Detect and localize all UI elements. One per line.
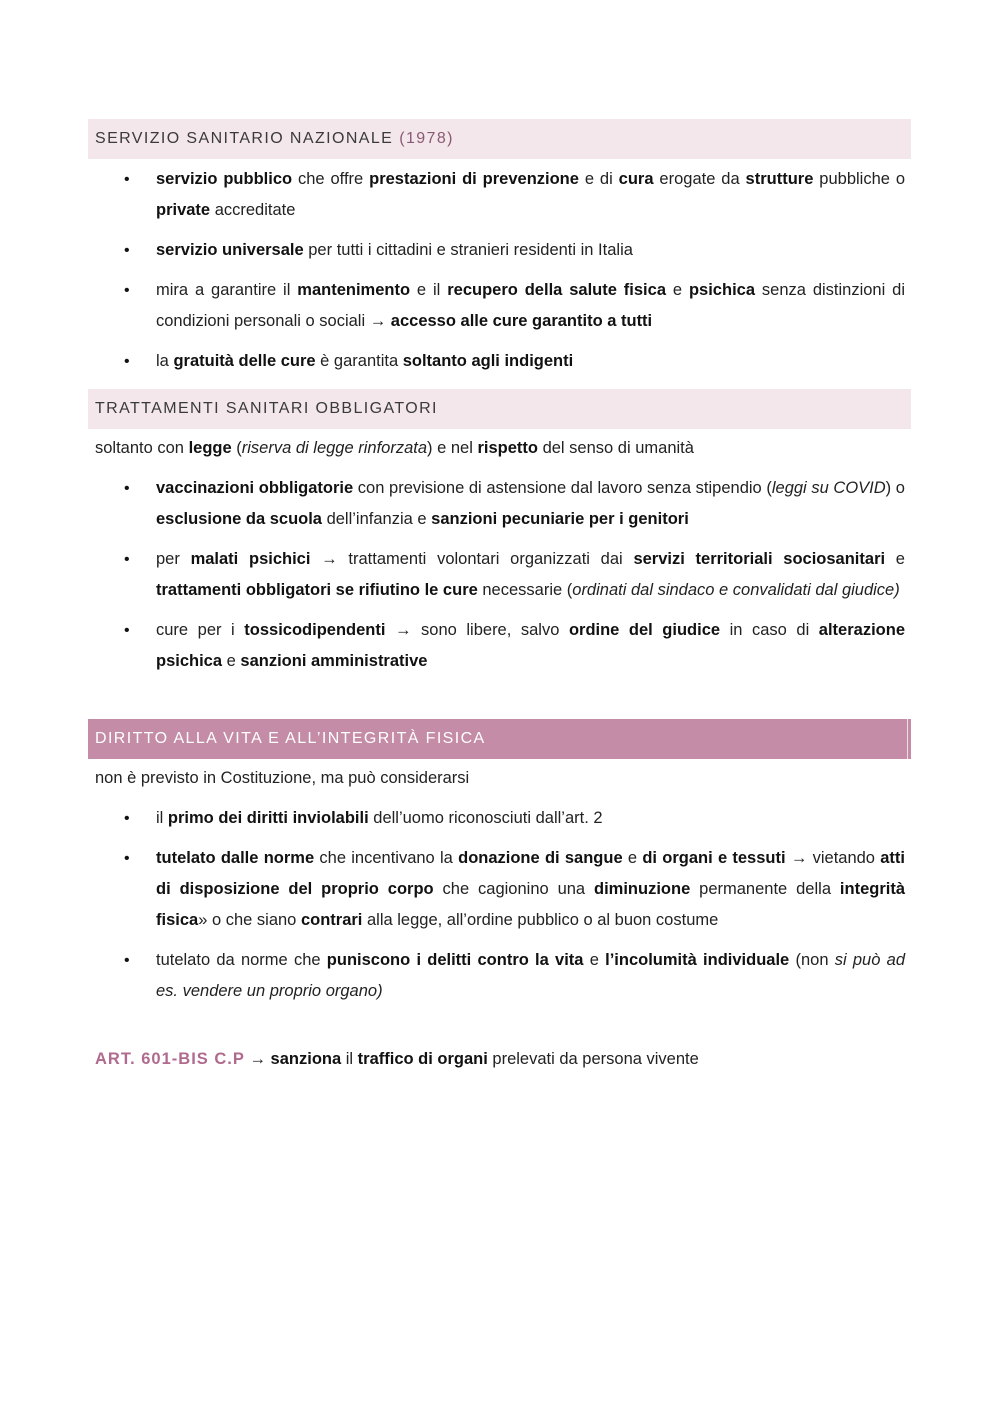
bold-text: cura bbox=[618, 170, 654, 188]
bullet-list-diritto-vita bbox=[120, 803, 905, 1016]
list-item: • il primo dei diritti inviolabili dell’uomo riconosciuti dall’art. 2 bbox=[120, 803, 905, 834]
list-item: • mira a garantire il mantenimento e il recupero della salute fisica e psichica senza distinzioni di condizioni personali o sociali → accesso alle cure garantito a tutti bbox=[120, 275, 905, 337]
bold-text: rispetto bbox=[477, 439, 538, 457]
bold-text: sanzioni amministrative bbox=[240, 652, 428, 670]
bold-text: l’incolumità individuale bbox=[605, 951, 790, 969]
bold-text: di organi e tessuti bbox=[642, 849, 786, 867]
bold-text: atti di disposizione del proprio corpo bbox=[156, 849, 905, 898]
bold-text: traffico di organi bbox=[357, 1050, 488, 1068]
list-item: • vaccinazioni obbligatorie con previsione di astensione dal lavoro senza stipendio (leggi su COVID) o esclusione da scuola dell’infanzia e sanzioni pecuniarie per i genitori bbox=[120, 473, 905, 535]
bold-text: esclusione da scuola bbox=[156, 510, 322, 528]
section-title: TRATTAMENTI SANITARI OBBLIGATORI bbox=[95, 400, 438, 417]
bold-text: primo dei diritti inviolabili bbox=[167, 809, 369, 827]
bold-text: private bbox=[156, 201, 211, 219]
list-item: • tutelato dalle norme che incentivano la donazione di sangue e di organi e tessuti → vietando atti di disposizione del proprio corpo che cagionino una diminuzione permanente della integrità fisica» o che siano contrari alla legge, all’ordine pubblico o al buon costume bbox=[120, 843, 905, 936]
list-item: • la gratuità delle cure è garantita soltanto agli indigenti bbox=[120, 346, 905, 377]
article-label: ART. 601-BIS C.P bbox=[95, 1050, 245, 1068]
bold-text: sanzioni pecuniarie per i genitori bbox=[431, 510, 689, 528]
bold-text: legge bbox=[188, 439, 232, 457]
list-item: • servizio pubblico che offre prestazioni di prevenzione e di cura erogate da strutture pubbliche o private accreditate bbox=[120, 164, 905, 226]
section-title: SERVIZIO SANITARIO NAZIONALE bbox=[95, 130, 394, 147]
bold-text: contrari bbox=[300, 911, 363, 929]
bold-text: tossicodipendenti bbox=[244, 621, 386, 639]
bold-text: gratuità delle cure bbox=[173, 352, 316, 370]
bullet-list-tso bbox=[120, 473, 905, 686]
italic-text: leggi su COVID bbox=[771, 479, 886, 497]
bold-text: prestazioni di prevenzione bbox=[369, 170, 579, 188]
bold-text: accesso alle cure garantito a tutti bbox=[390, 312, 653, 330]
bold-text: mantenimento bbox=[297, 281, 411, 299]
bold-text: vaccinazioni obbligatorie bbox=[156, 479, 354, 497]
section-year: (1978) bbox=[399, 130, 454, 147]
bold-text: puniscono i delitti contro la vita bbox=[326, 951, 584, 969]
bold-text: trattamenti obbligatori se rifiutino le cure bbox=[156, 581, 478, 599]
bullet-list-ssn bbox=[120, 164, 905, 386]
italic-text: ordinati dal sindaco e convalidati dal giudice) bbox=[572, 581, 900, 599]
bold-text: servizi territoriali sociosanitari bbox=[633, 550, 886, 568]
section-header-diritto-vita bbox=[88, 719, 911, 759]
list-item: • cure per i tossicodipendenti → sono libere, salvo ordine del giudice in caso di alterazione psichica e sanzioni amministrative bbox=[120, 615, 905, 677]
bold-text: servizio universale bbox=[156, 241, 304, 259]
italic-text: si può ad es. vendere un proprio organo) bbox=[156, 951, 905, 1000]
bold-text: soltanto agli indigenti bbox=[402, 352, 574, 370]
section-header-ssn bbox=[88, 119, 911, 159]
bold-text: servizio pubblico bbox=[156, 170, 293, 188]
bold-text: strutture bbox=[745, 170, 814, 188]
italic-text: riserva di legge rinforzata bbox=[241, 439, 428, 457]
list-item: • tutelato da norme che puniscono i delitti contro la vita e l’incolumità individuale (non si può ad es. vendere un proprio organo) bbox=[120, 945, 905, 1007]
section-intro: soltanto con legge (riserva di legge rinforzata) e nel rispetto del senso di umanità bbox=[95, 439, 694, 457]
list-item: • servizio universale per tutti i cittadini e stranieri residenti in Italia bbox=[120, 235, 905, 266]
bold-text: alterazione psichica bbox=[156, 621, 905, 670]
bold-text: diminuzione bbox=[594, 880, 691, 898]
section-header-tso bbox=[88, 389, 911, 429]
bold-text: donazione di sangue bbox=[458, 849, 623, 867]
bold-text: malati psichici bbox=[190, 550, 311, 568]
bold-text: integrità fisica bbox=[156, 880, 905, 929]
list-item: • per malati psichici → trattamenti volontari organizzati dai servizi territoriali sociosanitari e trattamenti obbligatori se rifiutino le cure necessarie (ordinati dal sindaco e convalidati dal giudice) bbox=[120, 544, 905, 606]
bold-text: sanziona bbox=[270, 1050, 342, 1068]
section-title: DIRITTO ALLA VITA E ALL’INTEGRITÀ FISICA bbox=[95, 730, 486, 747]
bold-text: psichica bbox=[688, 281, 756, 299]
bold-text: ordine del giudice bbox=[568, 621, 721, 639]
bold-text: tutelato dalle norme bbox=[156, 849, 315, 867]
bold-text: recupero della salute fisica bbox=[447, 281, 666, 299]
article-reference: ART. 601-BIS C.P → sanziona il traffico di organi prelevati da persona vivente bbox=[95, 1050, 699, 1068]
section-intro: non è previsto in Costituzione, ma può considerarsi bbox=[95, 769, 470, 787]
